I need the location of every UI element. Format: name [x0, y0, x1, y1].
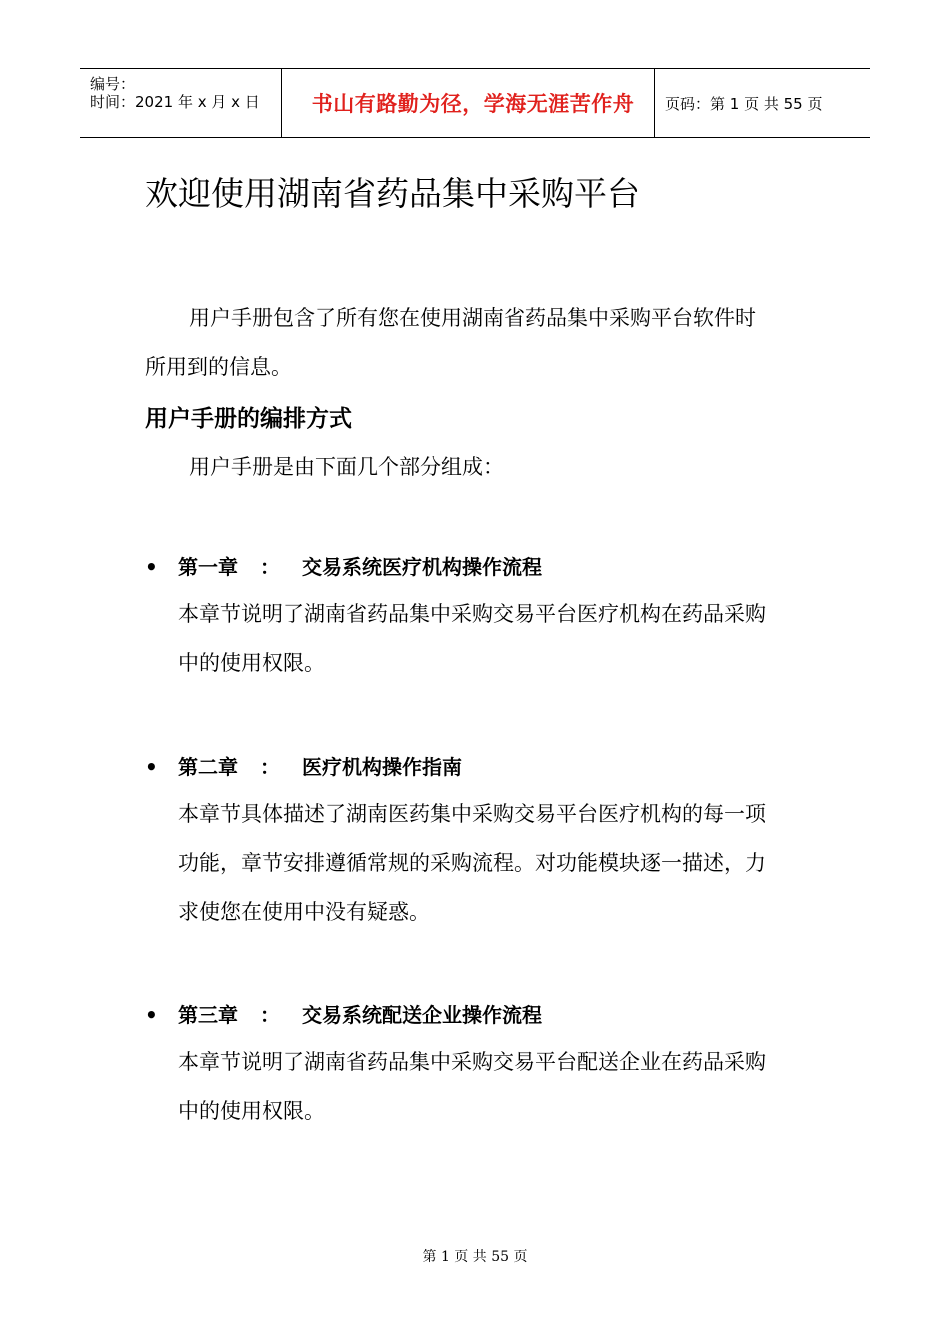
chapter-3-desc-line-1: 本章节说明了湖南省药品集中采购交易平台配送企业在药品采购	[178, 1050, 766, 1074]
header-page-info: 页码：第 1 页 共 55 页	[665, 94, 823, 113]
chapter-2-desc-line-1: 本章节具体描述了湖南医药集中采购交易平台医疗机构的每一项	[178, 802, 766, 826]
intro-line-2: 所用到的信息。	[145, 355, 292, 379]
chapter-number: 第三章	[178, 1003, 238, 1027]
section-intro: 用户手册是由下面几个部分组成：	[189, 455, 504, 479]
chapter-2-desc-line-3: 求使您在使用中没有疑惑。	[178, 900, 430, 924]
page-title: 欢迎使用湖南省药品集中采购平台	[145, 174, 640, 213]
chapter-number: 第一章	[178, 555, 238, 579]
document-number-label: 编号：	[90, 75, 136, 93]
chapter-name: 医疗机构操作指南	[302, 755, 462, 779]
chapter-colon: ：	[260, 555, 280, 579]
chapter-2-heading	[145, 751, 462, 780]
chapter-2-desc-line-2: 功能，章节安排遵循常规的采购流程。对功能模块逐一描述，力	[178, 851, 766, 875]
chapter-name: 交易系统配送企业操作流程	[302, 1003, 542, 1027]
bullet-icon: •	[145, 755, 158, 779]
document-header	[80, 68, 870, 138]
section-heading: 用户手册的编排方式	[145, 406, 352, 432]
chapter-colon: ：	[260, 1003, 280, 1027]
chapter-name: 交易系统医疗机构操作流程	[302, 555, 542, 579]
chapter-1-desc-line-1: 本章节说明了湖南省药品集中采购交易平台医疗机构在药品采购	[178, 602, 766, 626]
chapter-colon: ：	[260, 755, 280, 779]
chapter-number: 第二章	[178, 755, 238, 779]
chapter-1-desc-line-2: 中的使用权限。	[178, 651, 325, 675]
bullet-icon: •	[145, 1003, 158, 1027]
document-time-label: 时间：2021 年 x 月 x 日	[90, 93, 260, 111]
page-footer: 第 1 页 共 55 页	[422, 1249, 528, 1265]
header-motto-cell	[282, 69, 655, 137]
intro-line-1: 用户手册包含了所有您在使用湖南省药品集中采购平台软件时	[189, 306, 756, 330]
header-page-cell	[655, 69, 870, 137]
bullet-icon: •	[145, 555, 158, 579]
chapter-1-heading	[145, 551, 542, 580]
chapter-3-heading	[145, 999, 542, 1028]
header-motto: 书山有路勤为径，学海无涯苦作舟	[311, 92, 635, 116]
chapter-3-desc-line-2: 中的使用权限。	[178, 1099, 325, 1123]
header-meta-cell	[80, 69, 282, 137]
